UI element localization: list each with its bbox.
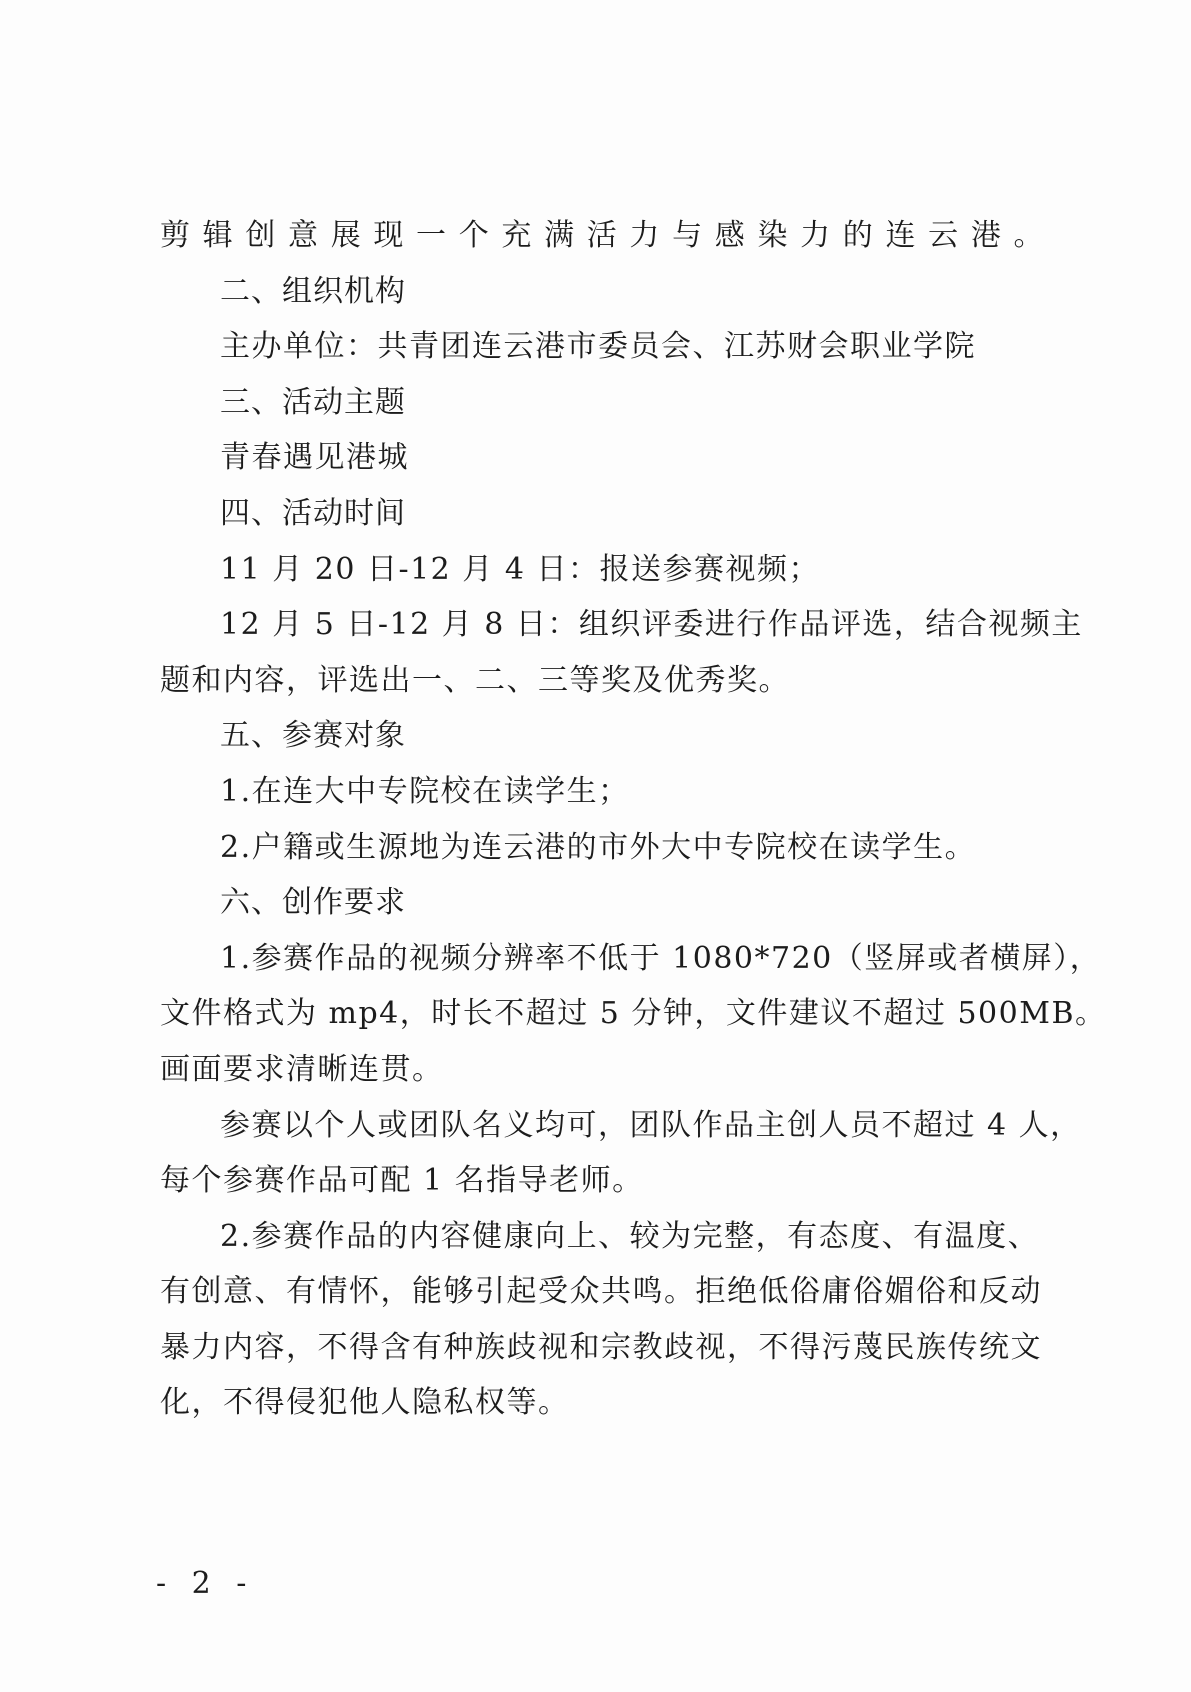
section-heading: 五、参赛对象 — [220, 718, 406, 754]
section-heading: 六、创作要求 — [220, 885, 406, 921]
page-number: - 2 - — [156, 1566, 255, 1601]
paragraph-line: 2.户籍或生源地为连云港的市外大中专院校在读学生。 — [220, 829, 977, 865]
section-heading: 四、活动时间 — [220, 495, 406, 531]
section-heading: 三、活动主题 — [220, 384, 406, 420]
paragraph-line: 化，不得侵犯他人隐私权等。 — [160, 1385, 570, 1421]
paragraph-line: 有创意、有情怀，能够引起受众共鸣。拒绝低俗庸俗媚俗和反动 — [160, 1274, 1042, 1310]
paragraph-line: 文件格式为 mp4，时长不超过 5 分钟，文件建议不超过 500MB。 — [160, 996, 1107, 1032]
paragraph-line: 暴力内容，不得含有种族歧视和宗教歧视，不得污蔑民族传统文 — [160, 1329, 1042, 1365]
paragraph-line: 1.在连大中专院校在读学生； — [220, 773, 630, 809]
paragraph-line: 12 月 5 日-12 月 8 日：组织评委进行作品评选，结合视频主 — [220, 607, 1083, 643]
paragraph-line: 每个参赛作品可配 1 名指导老师。 — [160, 1163, 644, 1199]
paragraph-line: 剪辑创意展现一个充满活力与感染力的连云港。 — [160, 218, 1045, 253]
paragraph-line: 2.参赛作品的内容健康向上、较为完整，有态度、有温度、 — [220, 1218, 1040, 1254]
paragraph-line: 青春遇见港城 — [220, 440, 409, 476]
section-heading: 二、组织机构 — [220, 273, 406, 309]
paragraph-line: 1.参赛作品的视频分辨率不低于 1080*720（竖屏或者横屏）， — [220, 940, 1102, 976]
paragraph-line: 题和内容，评选出一、二、三等奖及优秀奖。 — [160, 662, 790, 698]
paragraph-line: 画面要求清晰连贯。 — [160, 1051, 444, 1087]
paragraph-line: 参赛以个人或团队名义均可，团队作品主创人员不超过 4 人， — [220, 1107, 1082, 1143]
paragraph-line: 主办单位：共青团连云港市委员会、江苏财会职业学院 — [220, 329, 976, 365]
paragraph-line: 11 月 20 日-12 月 4 日：报送参赛视频； — [220, 551, 820, 587]
document-body — [160, 208, 1107, 1431]
